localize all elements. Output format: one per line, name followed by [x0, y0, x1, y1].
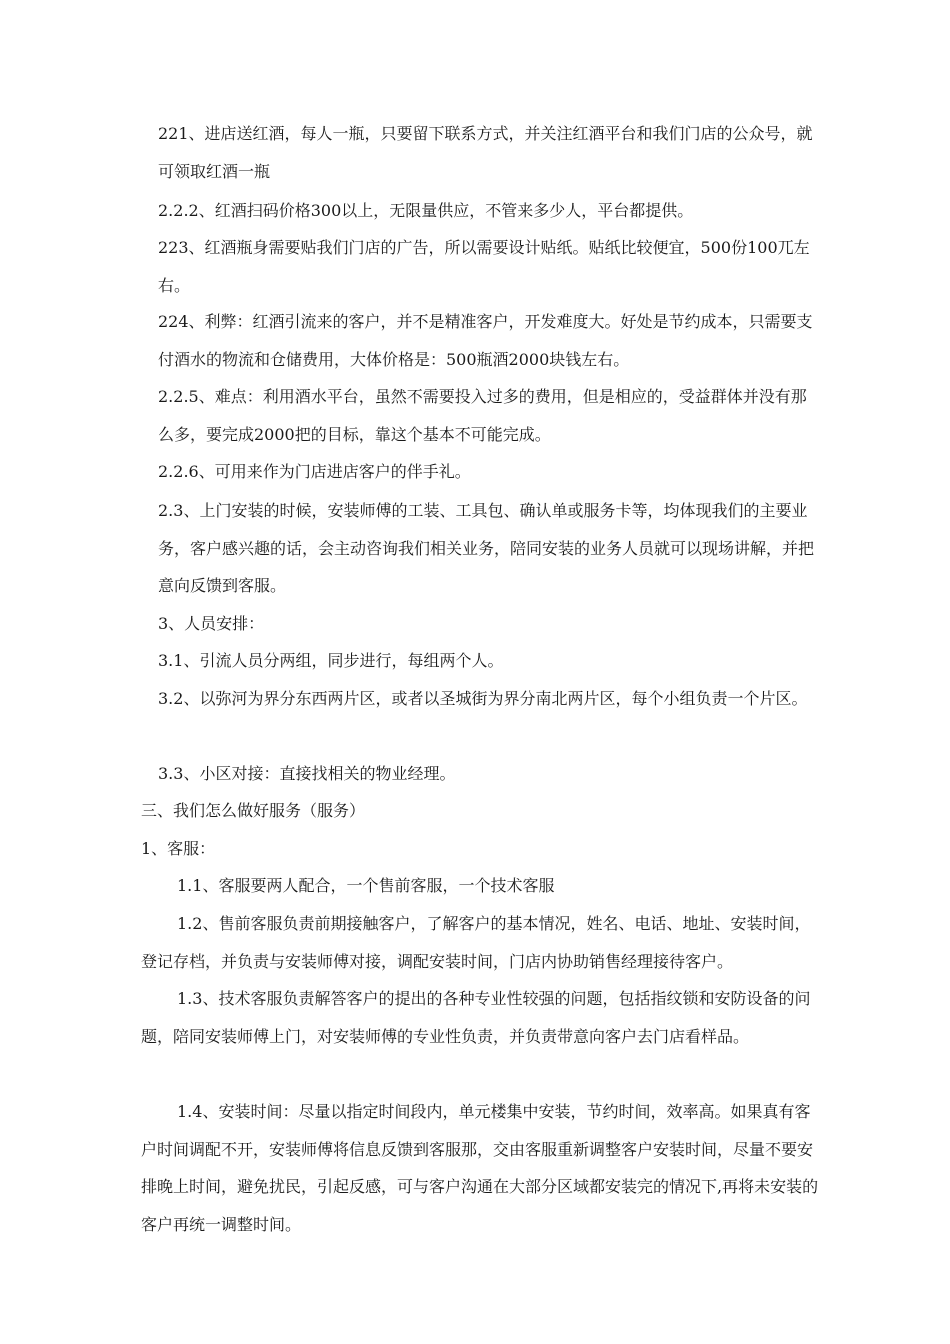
paragraph-2-2-1: 221、进店送红酒，每人一瓶，只要留下联系方式，并关注红酒平台和我们门店的公众号，就可领取红酒一瓶: [158, 124, 813, 181]
paragraph-2-3: 2.3、上门安装的时候，安装师傅的工装、工具包、确认单或服务卡等，均体现我们的主要业务，客户感兴趣的话，会主动咨询我们相关业务，陪同安装的业务人员就可以现场讲解，并把意向反馈到客服。: [158, 501, 815, 595]
paragraph-2-2-4: 224、利弊：红酒引流来的客户，并不是精准客户，开发难度大。好处是节约成本，只需要支付酒水的物流和仓储费用，大体价格是：500瓶酒2000块钱左右。: [158, 312, 813, 369]
heading-customer-service: 1、客服：: [141, 839, 216, 858]
paragraph-1-1: 1.1、客服要两人配合，一个售前客服，一个技术客服: [177, 876, 555, 895]
paragraph-1-4: 1.4、安装时间：尽量以指定时间段内，单元楼集中安装，节约时间，效率高。如果真有客户时间调配不开，安装师傅将信息反馈到客服那，交由客服重新调整客户安装时间，尽量不要安排晚上时间，避免扰民，引起反感，可与客户沟通在大部分区域都安装完的情况下,再将未安装的客户再统一调整时间。: [141, 1102, 819, 1234]
section-heading-service: 三、我们怎么做好服务（服务）: [141, 801, 366, 820]
paragraph-2-2-5: 2.2.5、难点：利用酒水平台，虽然不需要投入过多的费用，但是相应的，受益群体并没有那么多，要完成2000把的目标，靠这个基本不可能完成。: [158, 387, 807, 444]
paragraph-1-2: 1.2、售前客服负责前期接触客户，了解客户的基本情况，姓名、电话、地址、安装时间，登记存档，并负责与安装师傅对接，调配安装时间，门店内协助销售经理接待客户。: [141, 914, 811, 971]
paragraph-3-1: 3.1、引流人员分两组，同步进行，每组两个人。: [158, 651, 504, 670]
paragraph-1-3: 1.3、技术客服负责解答客户的提出的各种专业性较强的问题，包括指纹锁和安防设备的问题，陪同安装师傅上门，对安装师傅的专业性负责，并负责带意向客户去门店看样品。: [141, 989, 811, 1046]
paragraph-3-3: 3.3、小区对接：直接找相关的物业经理。: [158, 764, 456, 783]
paragraph-3-2: 3.2、以弥河为界分东西两片区，或者以圣城街为界分南北两片区，每个小组负责一个片区。: [158, 689, 808, 708]
paragraph-2-2-2: 2.2.2、红酒扫码价格300以上，无限量供应，不管来多少人，平台都提供。: [158, 201, 694, 220]
heading-staffing: 3、人员安排：: [158, 614, 265, 633]
paragraph-2-2-6: 2.2.6、可用来作为门店进店客户的伴手礼。: [158, 462, 471, 481]
paragraph-2-2-3: 223、红酒瓶身需要贴我们门店的广告，所以需要设计贴纸。贴纸比较便宜，500份100兀左右。: [158, 238, 810, 295]
